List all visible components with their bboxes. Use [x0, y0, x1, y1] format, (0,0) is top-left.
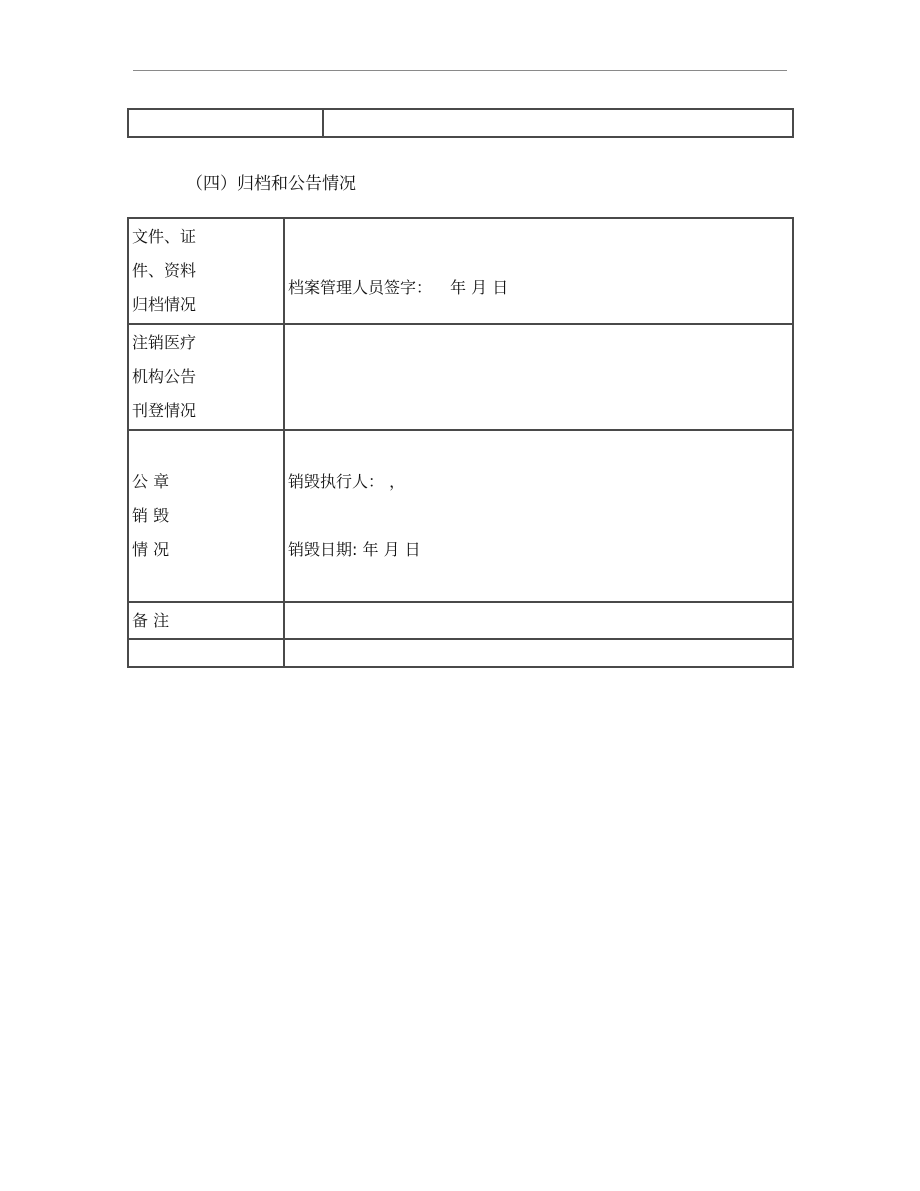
seal-destroyer-line: 销毁执行人： ，	[288, 472, 406, 491]
archive-announcement-table	[127, 217, 794, 668]
table-row-announcement	[128, 324, 793, 430]
archivist-signature-label: 档案管理人员签字：	[288, 278, 433, 297]
row-content-seal	[284, 430, 793, 602]
row-label-remarks: 备 注	[128, 602, 284, 639]
table-row	[128, 109, 793, 137]
row-content-remarks	[284, 602, 793, 639]
row-label-archive: 文件、证 件、资料 归档情况	[128, 218, 284, 324]
table-row-seal	[128, 430, 793, 602]
table-row-remarks	[128, 602, 793, 639]
row-content-archive	[284, 218, 793, 324]
row-content-announcement	[284, 324, 793, 430]
table-row-blank	[128, 639, 793, 667]
row-content-blank	[284, 639, 793, 667]
row-label-blank	[128, 639, 284, 667]
row-label-seal: 公 章 销 毁 情 况	[128, 430, 284, 602]
section-title: （四）归档和公告情况	[186, 174, 356, 194]
table-row-archive	[128, 218, 793, 324]
archivist-signature-date: 年 月 日	[450, 278, 509, 297]
table-cell	[323, 109, 793, 137]
row-label-announcement: 注销医疗 机构公告 刊登情况	[128, 324, 284, 430]
header-rule	[133, 70, 787, 71]
table-cell	[128, 109, 323, 137]
seal-destroy-date-line: 销毁日期: 年 月 日	[288, 540, 421, 559]
previous-section-table-end	[127, 108, 794, 138]
